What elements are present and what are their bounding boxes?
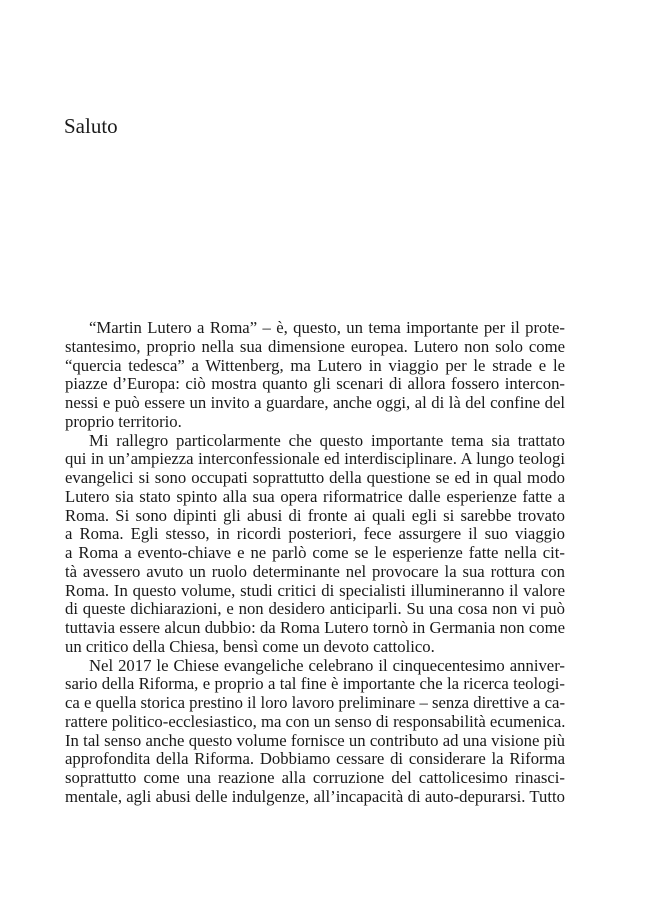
paragraph-2-line-5: Roma. Si sono dipinti gli abusi di fronte ai quali egli si sarebbe trovato [65, 506, 565, 525]
paragraph-3-line-5: In tal senso anche questo volume fornisce un contributo ad una visione più [65, 731, 565, 750]
paragraph-3-line-4: rattere politico-ecclesiastico, ma con un senso di responsabilità ecumenica. [65, 712, 565, 731]
paragraph-2-line-10: di queste dichiarazioni, e non desidero anticiparli. Su una cosa non vi può [65, 600, 565, 619]
paragraph-3-line-1: Nel 2017 le Chiese evangeliche celebrano il cinquecentesimo anniver- [89, 656, 565, 675]
paragraph-2-line-2: qui in un’ampiezza interconfessionale ed interdisciplinare. A lungo teologi [65, 450, 565, 469]
paragraph-3-line-2: sario della Riforma, e proprio a tal fine è importante che la ricerca teologi- [65, 675, 565, 694]
paragraph-1-line-4: piazze d’Europa: ciò mostra quanto gli scenari di allora fossero intercon- [65, 375, 565, 394]
paragraph-2-line-11: tuttavia essere alcun dubbio: da Roma Lutero tornò in Germania non come [65, 619, 565, 637]
paragraph-2-line-6: a Roma. Egli stesso, in ricordi posteriori, fece assurgere il suo viaggio [65, 525, 565, 544]
body-text [65, 319, 565, 807]
page-title: Saluto [64, 114, 118, 138]
paragraph-3-line-7: soprattutto come una reazione alla corruzione del cattolicesimo rinasci- [65, 769, 565, 787]
paragraph-2-line-9: Roma. In questo volume, studi critici di specialisti illumineranno il valore [65, 581, 565, 600]
paragraph-3-line-3: ca e quella storica prestino il loro lavoro preliminare – senza direttive a ca- [65, 694, 565, 712]
paragraph-2-line-3: evangelici si sono occupati soprattutto della questione se ed in qual modo [65, 469, 565, 487]
paragraph-2-line-8: tà avessero avuto un ruolo determinante nel provocare la sua rottura con [65, 562, 565, 581]
paragraph-1-line-1: “Martin Lutero a Roma” – è, questo, un tema importante per il prote- [89, 319, 565, 337]
paragraph-1-line-5: nessi e può essere un invito a guardare, anche oggi, al di là del confine del [65, 394, 565, 412]
paragraph-2-line-12: un critico della Chiesa, bensì come un devoto cattolico. [65, 637, 435, 656]
paragraph-2-line-1: Mi rallegro particolarmente che questo importante tema sia trattato [89, 431, 565, 450]
paragraph-3-line-6: approfondita della Riforma. Dobbiamo cessare di considerare la Riforma [65, 750, 565, 769]
paragraph-2-line-4: Lutero sia stato spinto alla sua opera riformatrice dalle esperienze fatte a [65, 487, 565, 506]
paragraph-2-line-7: a Roma a evento-chiave e ne parlò come se le esperienze fatte nella cit- [65, 544, 565, 562]
paragraph-3-line-8: mentale, agli abusi delle indulgenze, all’incapacità di auto-depurarsi. Tutto [65, 787, 565, 806]
paragraph-1-line-2: stantesimo, proprio nella sua dimensione europea. Lutero non solo come [65, 337, 565, 356]
paragraph-1-line-6: proprio territorio. [65, 412, 182, 431]
paragraph-1-line-3: “quercia tedesca” a Wittenberg, ma Lutero in viaggio per le strade e le [65, 356, 565, 375]
